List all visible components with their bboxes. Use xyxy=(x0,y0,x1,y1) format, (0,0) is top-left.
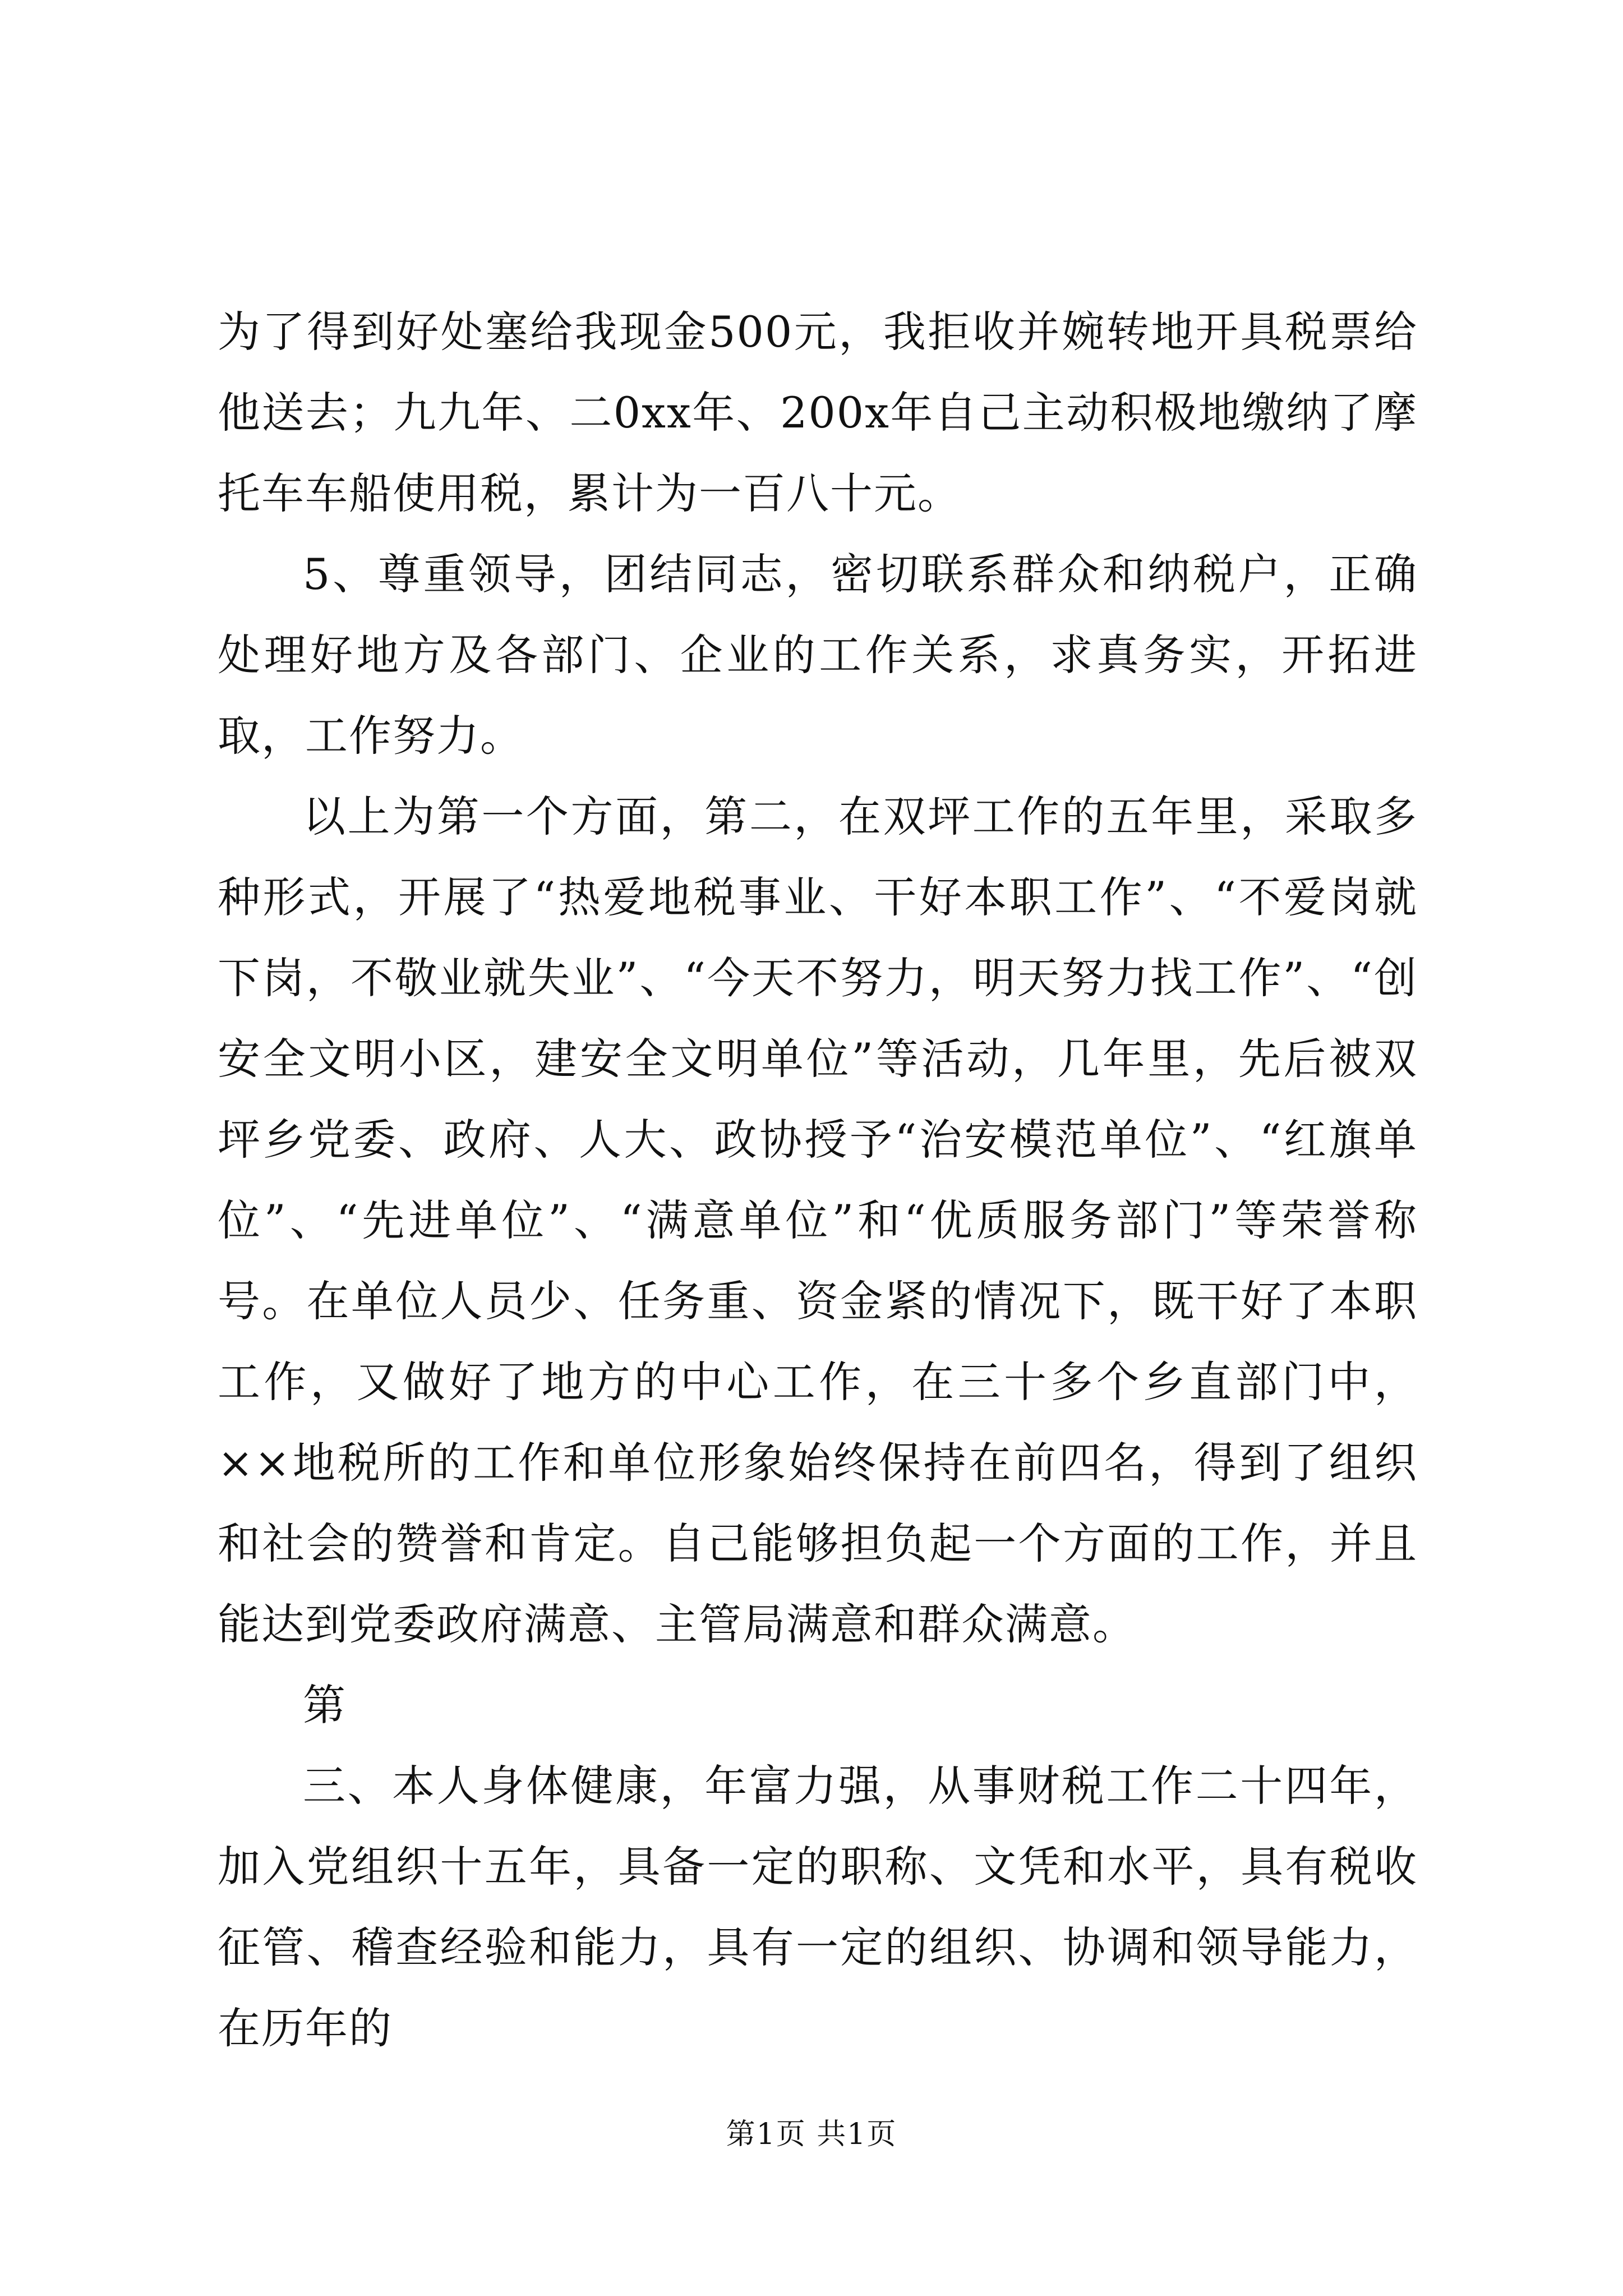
document-body xyxy=(218,292,1418,2069)
paragraph-third-aspect: 三、本人身体健康，年富力强，从事财税工作二十四年，加入党组织十五年，具备一定的职称、文凭和水平，具有税收征管、稽查经验和能力，具有一定的组织、协调和领导能力，在历年的 xyxy=(218,1761,1418,2053)
page-footer xyxy=(0,2115,1623,2154)
paragraph-second-aspect: 以上为第一个方面，第二，在双坪工作的五年里，采取多种形式，开展了“热爱地税事业、干好本职工作”、“不爱岗就下岗，不敬业就失业”、“今天不努力，明天努力找工作”、“创安全文明小区，建安全文明单位”等活动，几年里，先后被双坪乡党委、政府、人大、政协授予“治安模范单位”、“红旗单位”、“先进单位”、“满意单位”和“优质服务部门”等荣誉称号。在单位人员少、任务重、资金紧的情况下，既干好了本职工作，又做好了地方的中心工作，在三十多个乡直部门中，××地税所的工作和单位形象始终保持在前四名，得到了组织和社会的赞誉和肯定。自己能够担负起一个方面的工作，并且能达到党委政府满意、主管局满意和群众满意。 xyxy=(218,792,1418,1649)
page-number-label: 第1页 共1页 xyxy=(726,2118,897,2151)
paragraph-item-5: 5、尊重领导，团结同志，密切联系群众和纳税户，正确处理好地方及各部门、企业的工作关系，求真务实，开拓进取，工作努力。 xyxy=(218,549,1418,761)
paragraph-tax-refusal: 为了得到好处塞给我现金500元，我拒收并婉转地开具税票给他送去；九九年、二0xx年、200x年自己主动积极地缴纳了摩托车车船使用税，累计为一百八十元。 xyxy=(218,307,1418,518)
paragraph-heading-fragment: 第 xyxy=(303,1680,347,1730)
